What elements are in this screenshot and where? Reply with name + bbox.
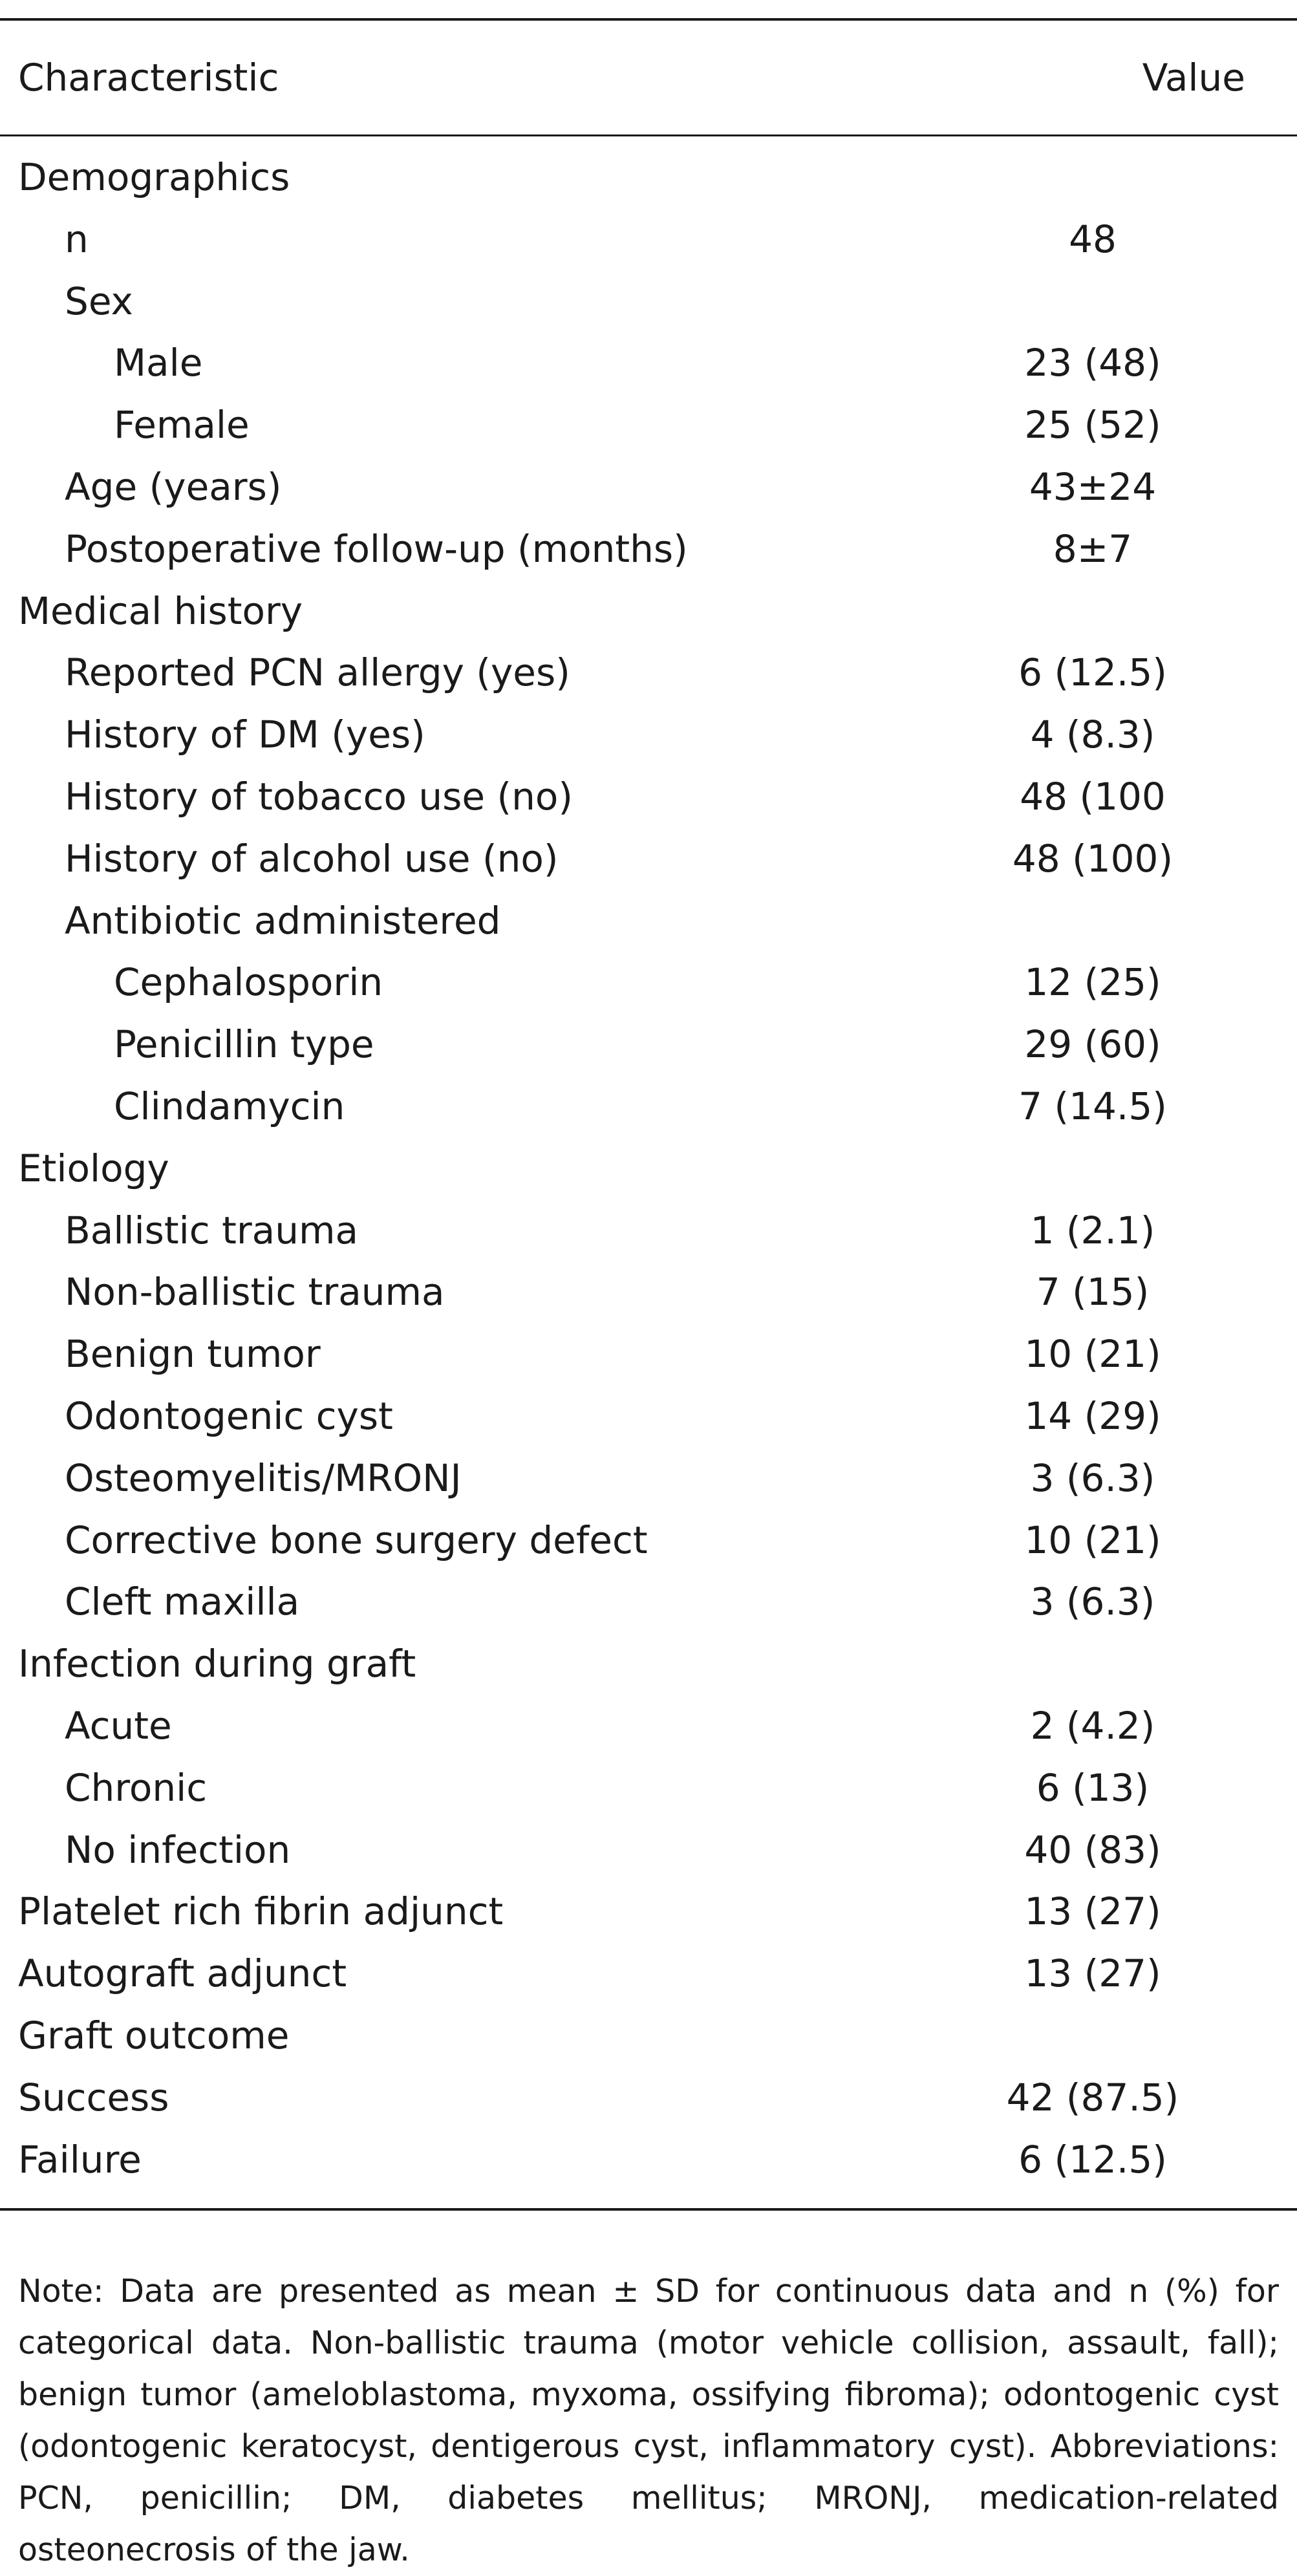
table-body — [0, 146, 1297, 2190]
table-row — [0, 703, 1297, 766]
table-row — [0, 1571, 1297, 1633]
row-label: Benign tumor — [65, 1332, 321, 1377]
row-value: 3 (6.3) — [1030, 1580, 1155, 1624]
table-row — [0, 2129, 1297, 2191]
table-row — [0, 1137, 1297, 1199]
row-value: 14 (29) — [1024, 1393, 1161, 1438]
row-label: History of DM (yes) — [65, 713, 425, 757]
row-value: 2 (4.2) — [1030, 1703, 1155, 1748]
table-row — [0, 1695, 1297, 1757]
row-label: Platelet rich fibrin adjunct — [18, 1889, 504, 1934]
row-label: Odontogenic cyst — [65, 1393, 393, 1438]
table-row — [0, 951, 1297, 1013]
table-row — [0, 1942, 1297, 2004]
row-label: Non-ballistic trauma — [65, 1270, 445, 1315]
row-value: 3 (6.3) — [1030, 1455, 1155, 1500]
table-row — [0, 766, 1297, 828]
table-row — [0, 332, 1297, 394]
row-label: Osteomyelitis/MRONJ — [65, 1455, 462, 1500]
table-row — [0, 1323, 1297, 1385]
row-label: Autograft adjunct — [18, 1951, 347, 1996]
row-value: 4 (8.3) — [1030, 713, 1155, 757]
row-label: Success — [18, 2075, 169, 2120]
row-value: 13 (27) — [1024, 1889, 1161, 1934]
table-header-row — [0, 21, 1297, 134]
row-label: Postoperative follow-up (months) — [65, 526, 688, 571]
row-value: 48 (100) — [1012, 836, 1174, 881]
table-row — [0, 828, 1297, 890]
header-rule — [0, 134, 1297, 136]
row-label: n — [65, 217, 89, 261]
table-row — [0, 394, 1297, 456]
row-label: Infection during graft — [18, 1642, 416, 1686]
table-row — [0, 1447, 1297, 1509]
row-value: 23 (48) — [1024, 341, 1161, 385]
table-row — [0, 2004, 1297, 2066]
row-label: History of alcohol use (no) — [65, 836, 559, 881]
table-row — [0, 890, 1297, 952]
row-label: Demographics — [18, 155, 290, 199]
table-row — [0, 1880, 1297, 1942]
table-row — [0, 1385, 1297, 1447]
row-label: Penicillin type — [114, 1022, 374, 1067]
row-label: Antibiotic administered — [65, 898, 501, 943]
table-row — [0, 580, 1297, 642]
table-row — [0, 1261, 1297, 1323]
row-value: 42 (87.5) — [1006, 2075, 1179, 2120]
row-label: Etiology — [18, 1146, 169, 1190]
row-label: Acute — [65, 1703, 172, 1748]
table-row — [0, 641, 1297, 703]
row-value: 8±7 — [1053, 526, 1133, 571]
table-row — [0, 208, 1297, 270]
header-characteristic: Characteristic — [18, 56, 279, 100]
row-label: Cleft maxilla — [65, 1580, 300, 1624]
row-label: Ballistic trauma — [65, 1208, 359, 1252]
row-value: 7 (14.5) — [1018, 1084, 1167, 1128]
row-value: 12 (25) — [1024, 960, 1161, 1005]
row-label: No infection — [65, 1827, 291, 1872]
table-row — [0, 2066, 1297, 2129]
table-row — [0, 1819, 1297, 1881]
row-value: 1 (2.1) — [1030, 1208, 1155, 1252]
table-row — [0, 270, 1297, 332]
row-value: 25 (52) — [1024, 403, 1161, 447]
table-row — [0, 1013, 1297, 1075]
row-value: 10 (21) — [1024, 1518, 1161, 1562]
row-label: Sex — [65, 279, 133, 323]
row-label: Graft outcome — [18, 2013, 290, 2057]
row-value: 7 (15) — [1036, 1270, 1150, 1315]
row-label: History of tobacco use (no) — [65, 774, 573, 819]
table-row — [0, 1075, 1297, 1137]
row-value: 6 (13) — [1036, 1765, 1150, 1810]
table-row — [0, 518, 1297, 580]
row-value: 40 (83) — [1024, 1827, 1161, 1872]
table-row — [0, 1757, 1297, 1819]
row-value: 13 (27) — [1024, 1951, 1161, 1996]
row-value: 48 — [1069, 217, 1117, 261]
bottom-rule — [0, 2208, 1297, 2211]
row-value: 29 (60) — [1024, 1022, 1161, 1067]
table-row — [0, 146, 1297, 208]
header-value: Value — [1142, 56, 1245, 100]
table-note: Note: Data are presented as mean ± SD for continuous data and n (%) for categorical data. Non-ballistic trauma (motor vehicle collision, assault, fall); benign tumor (ameloblastoma, myxoma, ossifying fibroma); odontogenic cyst (odontogenic keratocyst, dentigerous cyst, inflammatory cyst). Abbreviations: PCN, penicillin; DM, diabetes mellitus; MRONJ, medication-related osteonecrosis of the jaw. — [18, 2273, 1279, 2568]
row-label: Clindamycin — [114, 1084, 345, 1128]
row-label: Corrective bone surgery defect — [65, 1518, 648, 1562]
row-label: Female — [114, 403, 250, 447]
row-value: 6 (12.5) — [1018, 2137, 1167, 2182]
row-value: 10 (21) — [1024, 1332, 1161, 1377]
table-row — [0, 456, 1297, 518]
table-row — [0, 1509, 1297, 1571]
row-label: Cephalosporin — [114, 960, 383, 1005]
table-row — [0, 1199, 1297, 1261]
row-label: Male — [114, 341, 203, 385]
row-label: Medical history — [18, 588, 303, 633]
table-row — [0, 1633, 1297, 1695]
row-label: Reported PCN allergy (yes) — [65, 650, 570, 695]
row-label: Failure — [18, 2137, 142, 2182]
row-label: Chronic — [65, 1765, 208, 1810]
row-value: 43±24 — [1029, 464, 1157, 509]
row-value: 48 (100 — [1020, 774, 1166, 819]
row-value: 6 (12.5) — [1018, 650, 1167, 695]
row-label: Age (years) — [65, 464, 282, 509]
